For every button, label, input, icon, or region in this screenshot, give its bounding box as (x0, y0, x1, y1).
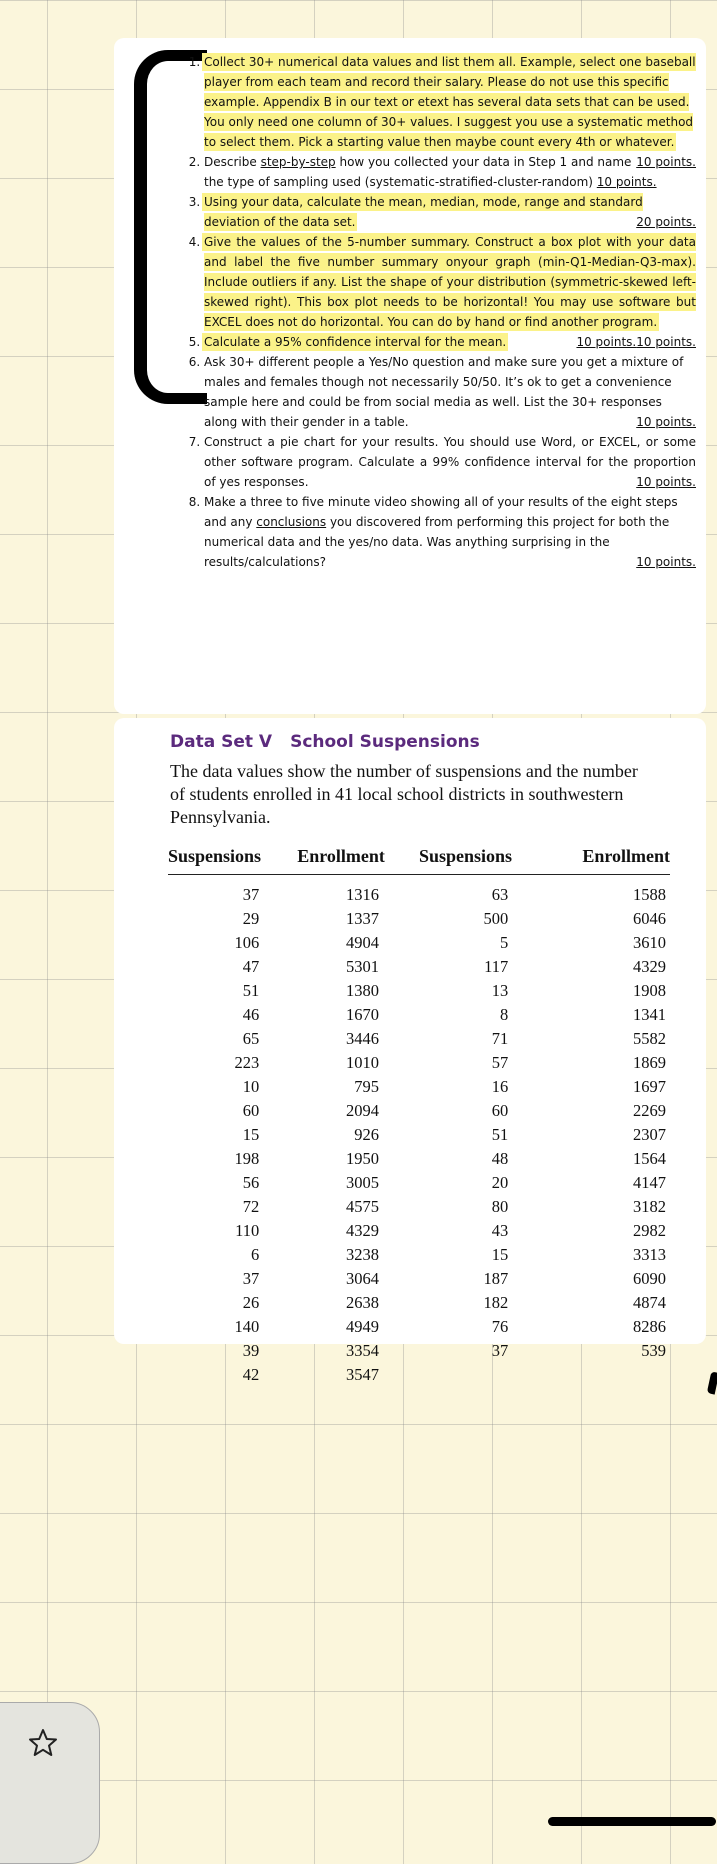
table-row (168, 1267, 670, 1291)
assignment-item-2: 2. Describe step-by-step how you collected your data in Step 1 and name the type of sampling used (systematic-stratified-cluster-random) 10 points. (204, 152, 696, 192)
table-cell: 43 (491, 1221, 509, 1240)
assignment-item-6 (204, 352, 696, 432)
table-cell: 15 (491, 1245, 509, 1264)
table-cell: 3064 (345, 1269, 379, 1288)
table-header-row (168, 846, 670, 875)
table-cell: 926 (354, 1125, 379, 1144)
item-text: Collect 30+ numerical data values and list them all. Example, select one baseball player from each team and record their salary. Please do not use this specific example. Appendix B in our text or etext has several data sets that can be used. You only need one column of 30+ values. I suggest you use a systematic method to select them. Pick a starting value then maybe count every 4th or whatever. (204, 55, 696, 149)
table-cell: 71 (491, 1029, 509, 1048)
table-row (168, 931, 670, 955)
table-cell: 26 (242, 1293, 260, 1312)
table-cell: 10 (242, 1077, 260, 1096)
table-cell: 110 (235, 1221, 260, 1240)
table-row (168, 1003, 670, 1027)
item-points: 10 points. (596, 175, 657, 189)
table-cell: 1337 (345, 909, 379, 928)
table-cell: 16 (491, 1077, 509, 1096)
table-cell: 2982 (633, 1221, 666, 1240)
table-cell: 1341 (633, 1005, 666, 1024)
table-cell: 3238 (345, 1245, 379, 1264)
table-cell: 6 (250, 1245, 260, 1264)
table-cell: 60 (242, 1101, 260, 1120)
table-cell: 80 (491, 1197, 509, 1216)
table-cell: 47 (242, 957, 260, 976)
table-row (168, 979, 670, 1003)
assignment-item-3 (204, 192, 696, 232)
table-cell: 1697 (633, 1077, 666, 1096)
assignment-list (176, 52, 696, 572)
table-cell: 42 (242, 1365, 260, 1384)
item-points: 20 points. (636, 215, 696, 229)
table-cell: 57 (491, 1053, 509, 1072)
table-cell (548, 1363, 670, 1387)
table-cell: 37 (491, 1341, 509, 1360)
table-row (168, 1195, 670, 1219)
item-points: 10 points. (636, 555, 696, 569)
table-cell: 39 (242, 1341, 260, 1360)
table-cell: 56 (242, 1173, 260, 1192)
table-cell: 1950 (345, 1149, 379, 1168)
assignment-item-7 (204, 432, 696, 492)
table-row (168, 1051, 670, 1075)
table-row (168, 1147, 670, 1171)
table-cell: 106 (234, 933, 260, 952)
suspensions-table (168, 846, 670, 1387)
side-panel (0, 1702, 100, 1864)
table-cell: 182 (483, 1293, 509, 1312)
table-cell: 4329 (345, 1221, 379, 1240)
item-points: 10 points. (636, 335, 696, 349)
item-text: Construct a pie chart for your results. You should use Word, or EXCEL, or some other software program. Calculate a 99% confidence interval for the proportion of yes responses. (204, 435, 696, 489)
table-cell: 187 (483, 1269, 509, 1288)
table-cell: 5582 (633, 1029, 666, 1048)
table-cell: 2269 (633, 1101, 666, 1120)
assignment-item-8: 8. Make a three to five minute video showing all of your results of the eight steps and any conclusions you discovered from performing this project for both the numerical data and the yes/no data. Was anything surprising in the results/calculations? 10 points. (204, 492, 696, 572)
table-cell: 3182 (633, 1197, 666, 1216)
table-cell: 4147 (633, 1173, 666, 1192)
col-header: Suspensions (168, 846, 297, 875)
table-cell: 1564 (633, 1149, 666, 1168)
table-cell: 795 (354, 1077, 379, 1096)
table-cell: 37 (242, 885, 260, 904)
table-row (168, 1291, 670, 1315)
item-text: Calculate a 95% confidence interval for the mean. (204, 335, 507, 349)
table-cell: 3005 (345, 1173, 379, 1192)
table-cell: 8 (499, 1005, 509, 1024)
table-row (168, 955, 670, 979)
table-cell: 1588 (633, 885, 666, 904)
item-points: 10 points. (636, 415, 696, 429)
table-cell: 13 (491, 981, 509, 1000)
item-points: 10 points. (636, 155, 696, 169)
table-cell: 140 (234, 1317, 260, 1336)
table-cell: 3446 (345, 1029, 379, 1048)
table-cell: 48 (491, 1149, 509, 1168)
table-cell: 65 (242, 1029, 260, 1048)
table-cell: 539 (641, 1341, 666, 1360)
item-text: Ask 30+ different people a Yes/No question and make sure you get a mixture of males and females though not necessarily 50/50. It’s ok to get a convenience sample here and could be from social media as well. List the 30+ responses along with their gender in a table. (204, 355, 684, 429)
table-cell: 500 (483, 909, 509, 928)
table-row (168, 1075, 670, 1099)
table-cell: 5 (499, 933, 509, 952)
table-cell: 29 (242, 909, 260, 928)
dataset-label: Data Set V (170, 732, 273, 752)
table-cell: 1670 (345, 1005, 379, 1024)
table-cell: 6090 (633, 1269, 666, 1288)
item-points: 10 points. (576, 335, 637, 349)
table-cell: 3313 (633, 1245, 666, 1264)
table-row (168, 1339, 670, 1363)
table-cell: 4329 (633, 957, 666, 976)
table-cell: 1010 (345, 1053, 379, 1072)
item-points: 10 points. (636, 475, 696, 489)
item-text: Using your data, calculate the mean, median, mode, range and standard deviation of the data set. (204, 195, 643, 229)
table-row (168, 1123, 670, 1147)
table-cell: 76 (491, 1317, 509, 1336)
table-cell: 2307 (633, 1125, 666, 1144)
table-row (168, 1099, 670, 1123)
dataset-title (170, 732, 480, 752)
home-indicator[interactable] (548, 1817, 716, 1826)
table-cell: 63 (491, 885, 509, 904)
table-cell: 51 (491, 1125, 509, 1144)
col-header: Enrollment (548, 846, 670, 875)
table-cell: 72 (242, 1197, 260, 1216)
table-cell: 20 (491, 1173, 509, 1192)
table-cell: 4904 (345, 933, 379, 952)
table-row (168, 1171, 670, 1195)
table-cell: 1908 (633, 981, 666, 1000)
table-cell: 15 (242, 1125, 260, 1144)
table-cell: 1316 (345, 885, 379, 904)
table-cell: 1869 (633, 1053, 666, 1072)
table-cell: 60 (491, 1101, 509, 1120)
table-cell: 2638 (345, 1293, 379, 1312)
table-cell: 1380 (345, 981, 379, 1000)
dataset-description: The data values show the number of suspensions and the number of students enrolled in 41 local school districts in southwestern Pennsylvania. (170, 761, 638, 827)
table-row (168, 1027, 670, 1051)
assignment-item-1 (204, 52, 696, 169)
table-row (168, 875, 670, 908)
table-cell: 3547 (345, 1365, 379, 1384)
table-cell: 4874 (633, 1293, 666, 1312)
table-cell: 5301 (345, 957, 379, 976)
assignment-item-5 (204, 332, 696, 352)
table-cell: 223 (234, 1053, 260, 1072)
item-text: you discovered from performing this project for both the numerical data and the yes/no data. Was anything surprising in the results/calculations? (204, 515, 670, 569)
table-cell: 4575 (345, 1197, 379, 1216)
star-icon[interactable] (28, 1728, 58, 1758)
col-header: Enrollment (297, 846, 419, 875)
item-text: Give the values of the 5-number summary. Construct a box plot with your data and label the five number summary onyour graph (min-Q1-Median-Q3-max). Include outliers if any. List the shape of your distribution (symmetric-skewed left-skewed right). This box plot needs to be horizontal! You may use software but EXCEL does not do horizontal. You can do by hand or find another program. (204, 235, 696, 329)
table-cell: 4949 (345, 1317, 379, 1336)
col-header: Suspensions (419, 846, 548, 875)
table-cell: 46 (242, 1005, 260, 1024)
item-text: how you collected your data in Step 1 and name the type of sampling used (systematic-stratified-cluster-random) (204, 155, 632, 189)
table-cell: 3354 (345, 1341, 379, 1360)
table-row (168, 907, 670, 931)
table-cell: 8286 (633, 1317, 666, 1336)
table-cell: 117 (484, 957, 509, 976)
table-row (168, 1219, 670, 1243)
table-row (168, 1363, 670, 1387)
table-cell: 3610 (633, 933, 666, 952)
table-row (168, 1243, 670, 1267)
dataset-name: School Suspensions (290, 732, 480, 752)
table-cell: 198 (234, 1149, 260, 1168)
table-cell: 2094 (345, 1101, 379, 1120)
table-row (168, 1315, 670, 1339)
table-cell: 37 (242, 1269, 260, 1288)
table-cell: 51 (242, 981, 260, 1000)
table-cell: 6046 (633, 909, 666, 928)
ink-mark (707, 1371, 717, 1394)
table-cell (419, 1363, 548, 1387)
